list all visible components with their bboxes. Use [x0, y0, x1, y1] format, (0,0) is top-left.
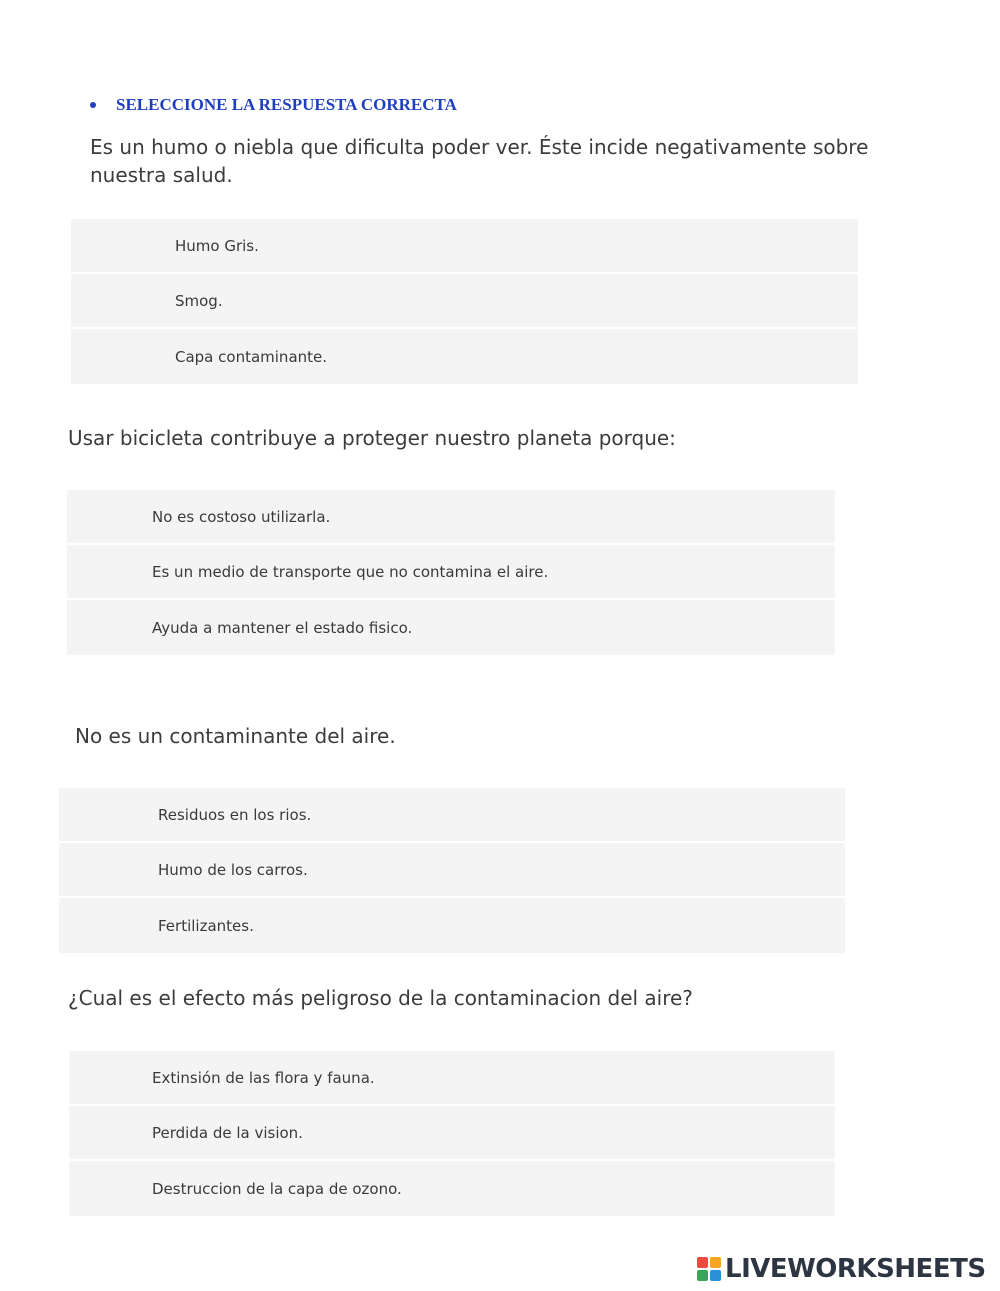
- question-3: [75, 722, 396, 750]
- option-2b[interactable]: Es un medio de transporte que no contamina el aire.: [67, 545, 835, 600]
- question-3-line-1: No es un contaminante del aire.: [75, 724, 396, 748]
- question-4-options: [69, 1051, 835, 1216]
- option-3c[interactable]: Fertilizantes.: [158, 916, 254, 935]
- question-2: [68, 424, 676, 452]
- logo-mark-icon: [697, 1257, 721, 1281]
- option-2c[interactable]: Ayuda a mantener el estado fisico.: [152, 618, 413, 637]
- option-4b[interactable]: Perdida de la vision.: [69, 1106, 835, 1161]
- option-1a[interactable]: Humo Gris.: [71, 219, 858, 274]
- question-1-line-2: nuestra salud.: [90, 163, 233, 187]
- option-1b[interactable]: Smog.: [71, 274, 858, 329]
- question-1-options: [71, 219, 858, 384]
- logo-square-1: [697, 1257, 708, 1268]
- instruction-text: SELECCIONE LA RESPUESTA CORRECTA: [116, 95, 457, 114]
- option-2a[interactable]: No es costoso utilizarla.: [67, 490, 835, 545]
- option-1c[interactable]: Capa contaminante.: [175, 347, 328, 366]
- question-1-line-1: Es un humo o niebla que dificulta poder ver. Éste incide negativamente sobre: [90, 135, 869, 159]
- bullet-icon: [90, 102, 96, 108]
- question-3-options: [59, 788, 845, 953]
- question-4-line-1: ¿Cual es el efecto más peligroso de la contaminacion del aire?: [68, 986, 693, 1010]
- instruction-heading: [90, 95, 457, 115]
- liveworksheets-logo: [697, 1254, 986, 1284]
- question-2-line-1: Usar bicicleta contribuye a proteger nuestro planeta porque:: [68, 426, 676, 450]
- question-2-options: [67, 490, 835, 655]
- option-4a[interactable]: Extinsión de las flora y fauna.: [69, 1051, 835, 1106]
- option-4c[interactable]: Destruccion de la capa de ozono.: [152, 1179, 402, 1198]
- option-3b[interactable]: Humo de los carros.: [59, 843, 845, 898]
- logo-square-3: [697, 1270, 708, 1281]
- logo-text: LIVEWORKSHEETS: [725, 1254, 986, 1284]
- question-1: [90, 133, 868, 189]
- logo-square-4: [710, 1270, 721, 1281]
- logo-square-2: [710, 1257, 721, 1268]
- option-3a[interactable]: Residuos en los rios.: [59, 788, 845, 843]
- question-4: [68, 984, 693, 1012]
